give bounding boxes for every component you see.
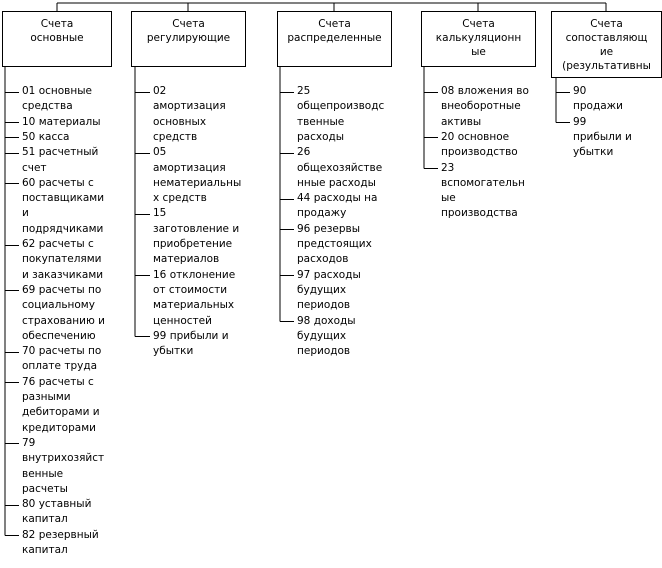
box-line: Счета [172,18,205,30]
account-item-line: 79 [22,436,36,449]
account-item-line: 97 расходы [297,268,361,281]
account-item-line: 15 [153,207,167,220]
account-item-line: нные расходы [297,176,376,189]
account-item-line: основных [153,115,207,128]
account-item-line: 70 расчеты по [22,345,102,358]
account-item-line: 98 доходы [297,314,356,327]
account-item-line: 25 [297,85,311,97]
account-item-line: 20 основное [441,130,510,143]
box-comparing-accounts [551,11,662,78]
account-item-line: производство [441,146,518,159]
account-item-line: ые [441,192,456,205]
account-item-line: капитал [22,544,68,556]
account-item-line: периодов [297,345,351,358]
box-line: (результативны [562,60,651,72]
account-item-line: покупателями [22,253,102,266]
account-item-line: продажу [297,207,347,220]
account-item-line: внутрихозяйст [22,452,105,465]
account-item-line: 02 [153,85,167,97]
account-item-line: амортизация [153,161,226,174]
account-item-line: поставщиками [22,192,105,205]
account-item-line: 23 [441,161,455,174]
account-item-line: внеоборотные [441,100,521,113]
account-item-line: дебиторами и [22,406,100,419]
account-item-line: 69 расчеты по [22,283,102,296]
account-item-line: от стоимости [153,283,228,296]
account-item-line: и заказчиками [22,268,104,281]
account-item-line: амортизация [153,100,226,113]
account-item-line: 26 [297,146,311,159]
account-item-line: подрядчиками [22,222,104,235]
account-item-line: и [22,207,29,220]
box-line: ие [599,46,614,58]
account-item-line: приобретение [153,238,233,250]
account-item-line: обеспечению [22,329,96,342]
account-item-line: будущих [297,283,347,296]
account-item-line: 44 расходы на [297,192,378,205]
box-line: сопоставляющ [565,32,648,44]
account-item-line: активы [441,115,482,128]
box-line: ые [471,46,486,58]
account-item-line: убытки [153,345,194,358]
account-item-line: венные [22,467,64,480]
account-item-line: расчеты [22,482,68,495]
account-item-line: страхованию и [22,314,105,327]
account-item-line: твенные [297,115,345,128]
account-item-line: средства [22,100,73,113]
box-costing-accounts [421,11,536,67]
account-item-line: 99 [573,115,587,128]
account-item-line: социальному [22,299,95,312]
account-item-line: кредиторами [22,421,96,434]
account-item-line: общепроизводс [297,100,385,113]
account-item-line: продажи [573,100,623,113]
account-item-line: ценностей [153,314,212,327]
box-line: распределенные [287,32,382,44]
account-item-line: расходов [297,253,349,266]
box-line: регулирующие [146,32,231,44]
account-item-line: 80 уставный [22,498,92,511]
account-item-line: 08 вложения во [441,85,529,97]
account-item-line: материалов [153,253,220,266]
account-item-line: материальных [153,299,235,312]
box-line: калькуляционн [435,32,522,44]
account-item-line: убытки [573,146,614,159]
account-item-line: 60 расчеты с [22,176,94,189]
account-item-line: предстоящих [297,238,372,250]
account-item-line: 90 [573,85,587,97]
account-item-line: 10 материалы [22,115,101,128]
account-item-line: х средств [153,192,207,205]
box-line: Счета [462,18,495,30]
account-item-line: 82 резервный [22,528,99,541]
box-regulating-accounts [131,11,246,67]
account-item-line: 16 отклонение [153,268,236,281]
account-item-line: оплате труда [22,360,98,373]
account-item-line: производства [441,207,518,220]
account-item-line: вспомогательн [441,176,525,189]
account-item-line: 96 резервы [297,222,361,235]
account-item-line: 05 [153,146,167,159]
account-item-line: прибыли и [573,130,632,143]
box-line: Счета [318,18,351,30]
account-item-line: нематериальны [153,176,242,189]
account-item-line: 51 расчетный [22,146,99,159]
account-item-line: будущих [297,329,347,342]
box-line: основные [30,32,84,44]
account-item-line: 76 расчеты с [22,375,94,388]
box-line: Счета [590,18,623,30]
account-item-line: счет [22,161,47,174]
account-item-line: 99 прибыли и [153,329,229,342]
box-distributed-accounts [277,11,392,67]
account-item-line: заготовление и [153,222,240,235]
account-item-line: 50 касса [22,130,70,143]
account-item-line: средств [153,130,198,143]
box-line: Счета [40,18,74,30]
account-item-line: 01 основные [22,85,92,97]
account-item-line: периодов [297,299,351,312]
box-basic-accounts [2,11,112,67]
account-item-line: разными [22,391,71,403]
account-item-line: расходы [297,130,345,143]
account-item-line: общехозяйстве [297,161,383,174]
account-item-line: 62 расчеты с [22,238,94,250]
account-item-line: капитал [22,513,68,526]
